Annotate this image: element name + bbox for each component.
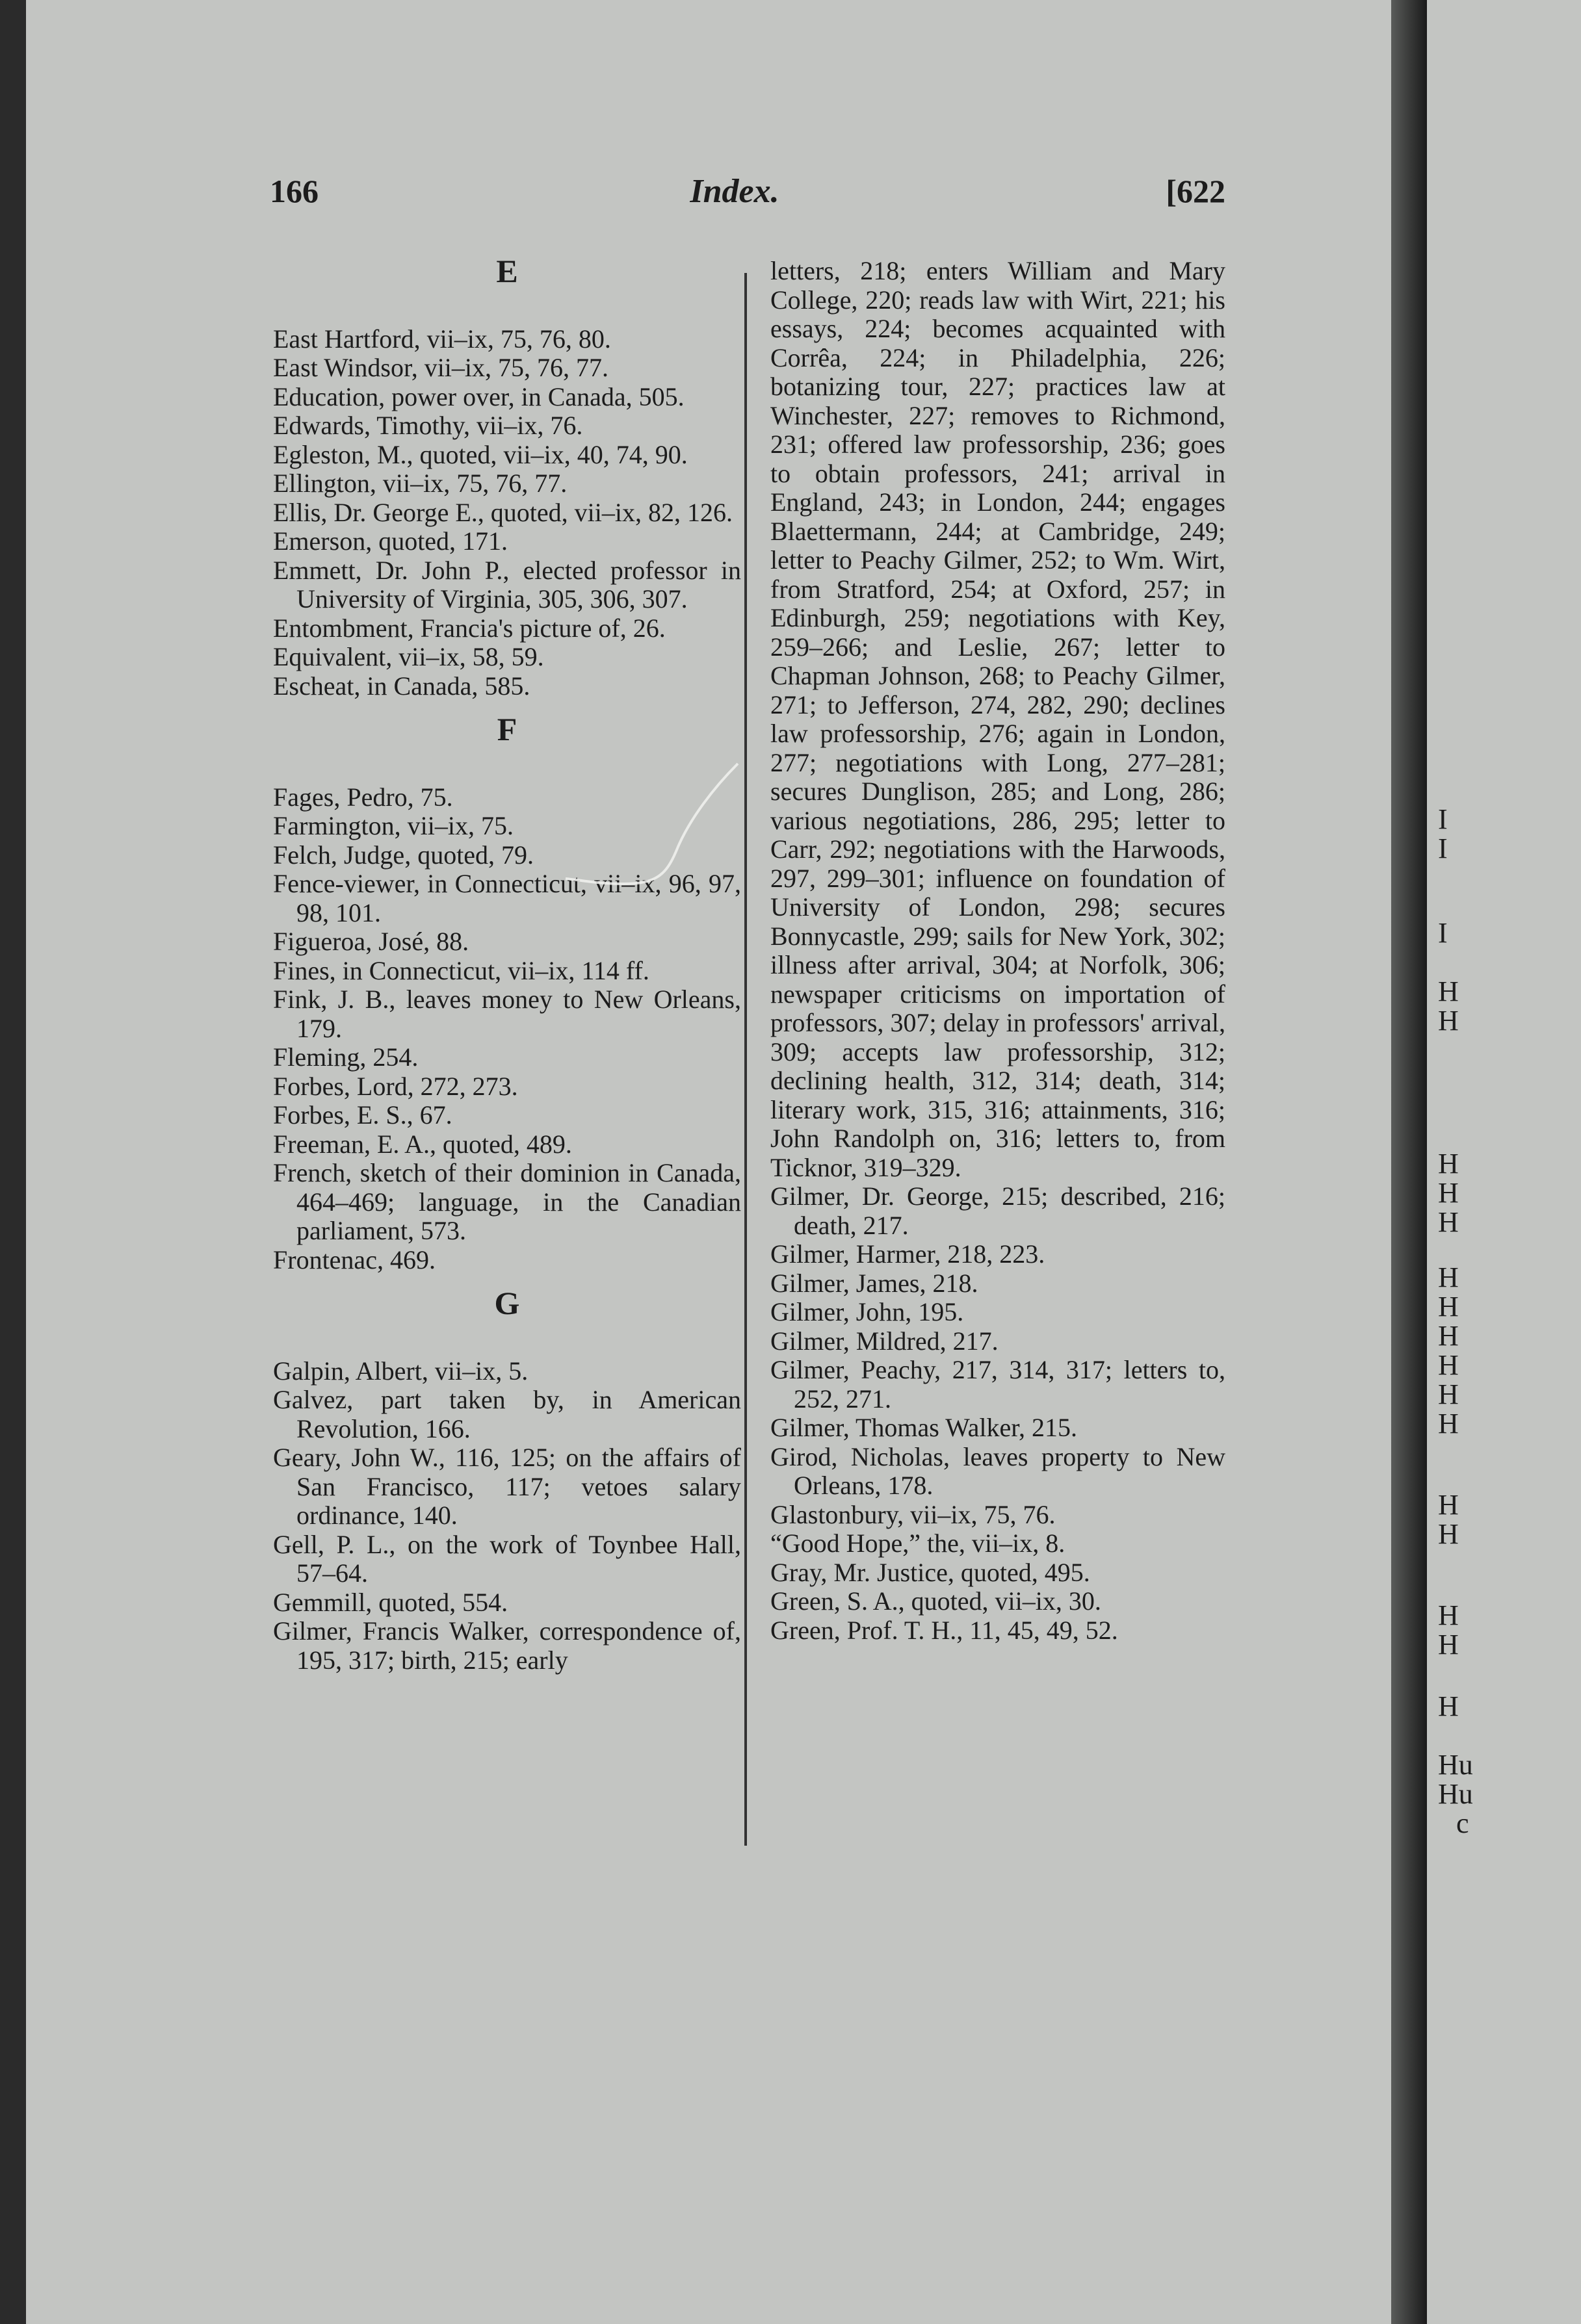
page-fragment: H: [1438, 1005, 1459, 1037]
section-letter: F: [497, 711, 517, 747]
index-entry-continuation: letters, 218; enters William and Mary College, 220; reads law with Wirt, 221; his essays, 224; becomes acquainted with Corrêa, 224; in Philadelphia, 226; botanizing tour, 227; practices law at Winchester, 227; removes to Richmond, 231; offered law professorship, 236; goes to obtain professors, 241; arrival in England, 243; in London, 244; engages Blaettermann, 244; at Cambridge, 249; letter to Peachy Gilmer, 252; to Wm. Wirt, from Stratford, 254; at Oxford, 257; in Edinburgh, 259; negotiations with Key, 259–266; and Leslie, 267; letter to Chapman Johnson, 268; to Peachy Gilmer, 271; to Jefferson, 274, 282, 290; declines law professorship, 276; again in London, 277; negotiations with Long, 277–281; secures Dunglison, 285; and Long, 286; various negotiations, 286, 295; letter to Carr, 292; negotiations with the Harwoods, 297, 299–301; influence on foundation of University of London, 298; secures Bonnycastle, 299; sails for New York, 302; illness after arrival, 304; at Norfolk, 306; newspaper criticisms on importation of professors, 307; delay in professors' arrival, 309; accepts law professorship, 312; declining health, 312, 314; death, 314; literary work, 315, 316; attainments, 316; John Randolph on, 316; letters to, from Ticknor, 319–329.: [770, 256, 1225, 1182]
page-fragment: I: [1438, 917, 1448, 949]
index-entry: Gilmer, James, 218.: [770, 1268, 978, 1298]
page-fragment: H: [1438, 1349, 1459, 1381]
index-entry: Gell, P. L., on the work of Toynbee Hall, 57–64.: [273, 1529, 741, 1588]
page-fragment: I: [1438, 833, 1448, 864]
index-entry: Glastonbury, vii–ix, 75, 76.: [770, 1499, 1056, 1529]
index-entry: Equivalent, vii–ix, 58, 59.: [273, 642, 544, 671]
index-entry: Gilmer, John, 195.: [770, 1297, 964, 1326]
index-entry: Gray, Mr. Justice, quoted, 495.: [770, 1557, 1090, 1587]
index-entry: Fines, in Connecticut, vii–ix, 114 ff.: [273, 955, 649, 985]
index-entry: Galvez, part taken by, in American Revolution, 166.: [273, 1385, 741, 1443]
page-fragment: H: [1438, 1378, 1459, 1410]
index-entry: Galpin, Albert, vii–ix, 5.: [273, 1356, 529, 1386]
page-fragment: H: [1438, 1291, 1459, 1323]
index-entry: Girod, Nicholas, leaves property to New Orleans, 178.: [770, 1441, 1225, 1500]
index-entry: Ellington, vii–ix, 75, 76, 77.: [273, 469, 568, 498]
index-entry: Farmington, vii–ix, 75.: [273, 811, 514, 840]
page-fragment: Hu: [1438, 1778, 1473, 1810]
index-entry: Felch, Judge, quoted, 79.: [273, 840, 534, 870]
page-title: Index.: [690, 173, 779, 210]
index-entry: Fages, Pedro, 75.: [273, 782, 453, 812]
index-entry: Freeman, E. A., quoted, 489.: [273, 1129, 572, 1159]
page-fragment: H: [1438, 1629, 1459, 1660]
index-entry: Gilmer, Dr. George, 215; described, 216; death, 217.: [770, 1181, 1225, 1240]
bracket-page-number: [622: [1166, 173, 1225, 209]
page-number: 166: [270, 173, 319, 209]
index-entry: Emerson, quoted, 171.: [273, 526, 508, 556]
index-entry: Fink, J. B., leaves money to New Orleans, 179.: [273, 985, 741, 1043]
page-fragment: H: [1438, 1261, 1459, 1293]
index-entry: Education, power over, in Canada, 505.: [273, 381, 685, 411]
index-entry: Edwards, Timothy, vii–ix, 76.: [273, 411, 583, 440]
index-entry: Escheat, in Canada, 585.: [273, 671, 530, 701]
index-entry: Egleston, M., quoted, vii–ix, 40, 74, 90.: [273, 439, 688, 469]
page-fragment: H: [1438, 1177, 1459, 1209]
index-entry: Ellis, Dr. George E., quoted, vii–ix, 82, 126.: [273, 497, 733, 527]
index-entry: “Good Hope,” the, vii–ix, 8.: [770, 1529, 1065, 1558]
index-entry: Gilmer, Mildred, 217.: [770, 1326, 999, 1356]
index-entry: Gilmer, Francis Walker, correspondence of, 195, 317; birth, 215; early: [273, 1616, 741, 1675]
index-entry: Geary, John W., 116, 125; on the affairs of San Francisco, 117; vetoes salary ordinance, 140.: [273, 1443, 741, 1530]
page-fragment: H: [1438, 975, 1459, 1007]
page-fragment: c: [1456, 1807, 1469, 1839]
index-entry: Green, Prof. T. H., 11, 45, 49, 52.: [770, 1615, 1118, 1645]
index-entry: Fleming, 254.: [273, 1042, 419, 1072]
index-entry: Green, S. A., quoted, vii–ix, 30.: [770, 1586, 1101, 1616]
index-entry: Forbes, E. S., 67.: [273, 1100, 452, 1130]
page-fragment: I: [1438, 803, 1448, 835]
page-fragment: H: [1438, 1408, 1459, 1440]
index-entry: Figueroa, José, 88.: [273, 927, 469, 956]
section-letter: E: [496, 253, 518, 289]
index-entry: Gemmill, quoted, 554.: [273, 1587, 508, 1617]
index-entry: Fence-viewer, in Connecticut, vii–ix, 96, 97, 98, 101.: [273, 869, 741, 927]
page-fragment: H: [1438, 1320, 1459, 1352]
section-letter: G: [494, 1285, 520, 1321]
index-entry: Gilmer, Harmer, 218, 223.: [770, 1239, 1045, 1269]
page-fragment: H: [1438, 1489, 1459, 1521]
page-fragment: H: [1438, 1518, 1459, 1550]
page-fragment: H: [1438, 1599, 1459, 1631]
page-fragment: Hu: [1438, 1749, 1473, 1781]
index-entry: Gilmer, Thomas Walker, 215.: [770, 1413, 1078, 1442]
page-fragment: H: [1438, 1148, 1459, 1180]
page-fragment: H: [1438, 1690, 1459, 1722]
index-entry: Entombment, Francia's picture of, 26.: [273, 613, 666, 643]
index-entry: East Hartford, vii–ix, 75, 76, 80.: [273, 324, 611, 354]
index-entry: East Windsor, vii–ix, 75, 76, 77.: [273, 353, 609, 382]
index-entry: French, sketch of their dominion in Canada, 464–469; language, in the Canadian parliament, 573.: [273, 1158, 741, 1245]
index-entry: Gilmer, Peachy, 217, 314, 317; letters to, 252, 271.: [770, 1355, 1225, 1414]
page-fragment: H: [1438, 1206, 1459, 1238]
index-entry: Emmett, Dr. John P., elected professor in University of Virginia, 305, 306, 307.: [273, 555, 741, 613]
index-entry: Frontenac, 469.: [273, 1245, 436, 1274]
index-entry: Forbes, Lord, 272, 273.: [273, 1071, 518, 1101]
